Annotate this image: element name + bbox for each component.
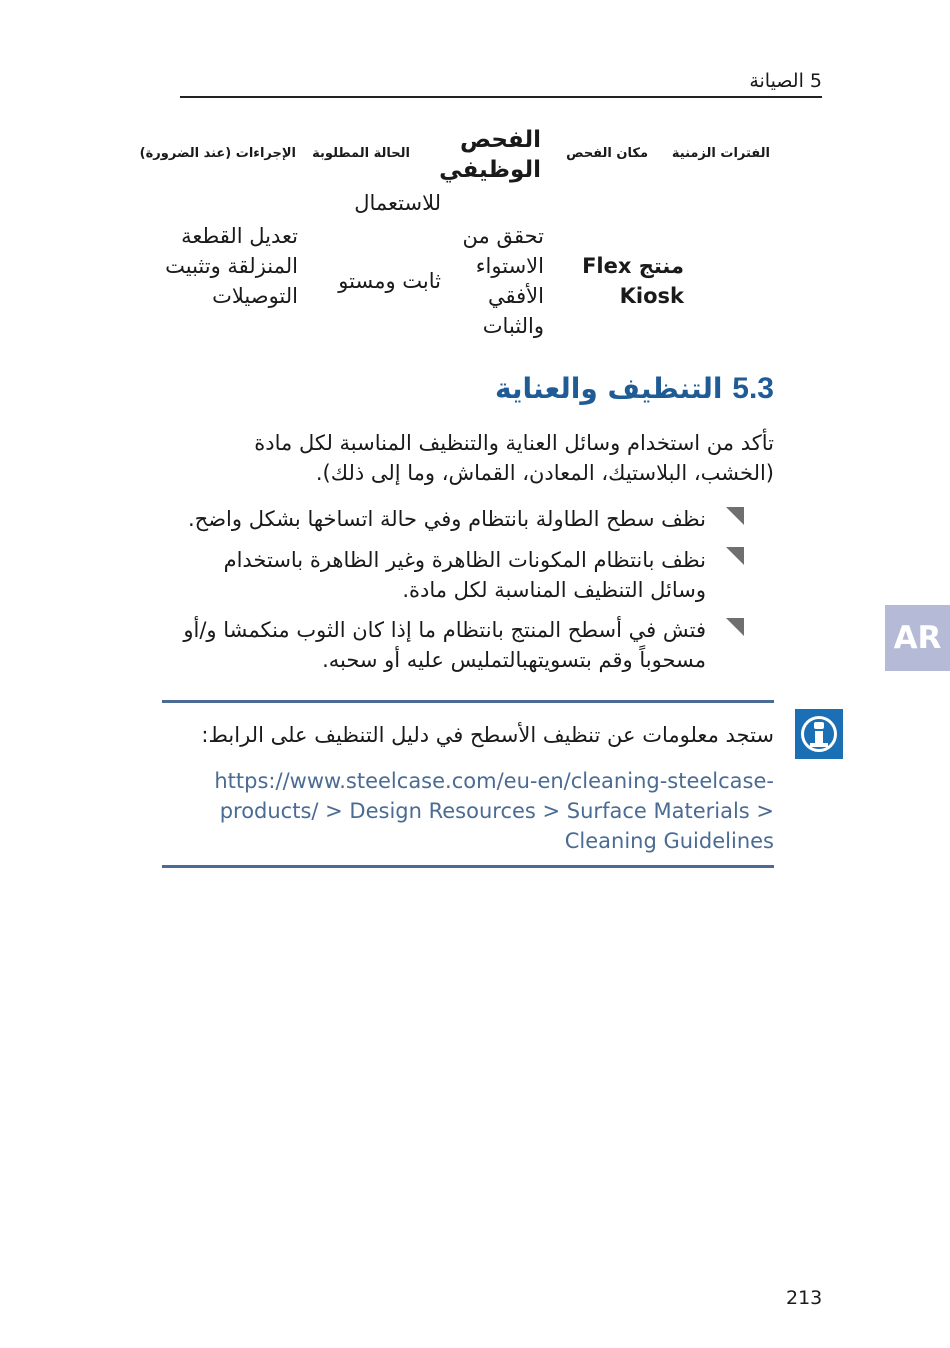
info-box-bottom-rule — [162, 865, 774, 868]
bullet-triangle-icon — [726, 618, 744, 636]
product-name-line2: Kiosk — [619, 284, 684, 308]
table-cell-product — [574, 251, 684, 311]
page-number: 213 — [786, 1287, 823, 1309]
table-cell-state-prefix: للاستعمال — [354, 191, 441, 215]
bullet-triangle-icon — [726, 507, 744, 525]
section-title-text: التنظيف والعناية — [495, 372, 723, 405]
chapter-heading: 5 الصيانة — [749, 70, 822, 92]
language-tab-ar[interactable]: AR — [885, 605, 950, 671]
product-name-line1: منتج Flex — [582, 254, 684, 278]
header-divider — [180, 96, 822, 98]
table-header-interval: الفترات الزمنية — [671, 146, 770, 161]
section-heading — [495, 372, 774, 406]
list-item: نظف بانتظام المكونات الظاهرة وغير الظاهرة باستخدام وسائل التنظيف المناسبة لكل مادة. — [223, 548, 706, 602]
cleaning-guidelines-link[interactable]: https://www.steelcase.com/eu-en/cleaning-steelcase-products/ > Design Resources > Surface Materials > Cleaning Guidelines — [214, 769, 774, 853]
section-intro: تأكد من استخدام وسائل العناية والتنظيف المناسبة لكل مادة (الخشب، البلاستيك، المعادن، القماش، وما إلى ذلك). — [254, 431, 774, 485]
list-item: فتش في أسطح المنتج بانتظام ما إذا كان الثوب منكمشا و/أو مسحوباً وقم بتسويتهبالتمليس عليه أو سحبه. — [183, 618, 706, 672]
table-cell-state: ثابت ومستو — [338, 269, 441, 293]
table-header-location: مكان الفحص — [566, 146, 648, 161]
table-header-required-state: الحالة المطلوبة — [312, 146, 410, 161]
info-icon — [795, 709, 843, 759]
list-item: نظف سطح الطاولة بانتظام وفي حالة اتساخها بشكل واضح. — [187, 507, 706, 531]
table-header-functional-check: الفحص الوظيفي — [439, 127, 541, 183]
info-text: ستجد معلومات عن تنظيف الأسطح في دليل التنظيف على الرابط: — [201, 723, 774, 747]
section-number: 5.3 — [732, 372, 774, 405]
table-cell-check: تحقق من الاستواء الأفقي والثبات — [462, 224, 544, 338]
table-header-actions: الإجراءات (عند الضرورة) — [139, 146, 296, 161]
bullet-triangle-icon — [726, 547, 744, 565]
info-box-top-rule — [162, 700, 774, 703]
table-cell-action: تعديل القطعة المنزلقة وتثبيت التوصيلات — [165, 224, 298, 308]
